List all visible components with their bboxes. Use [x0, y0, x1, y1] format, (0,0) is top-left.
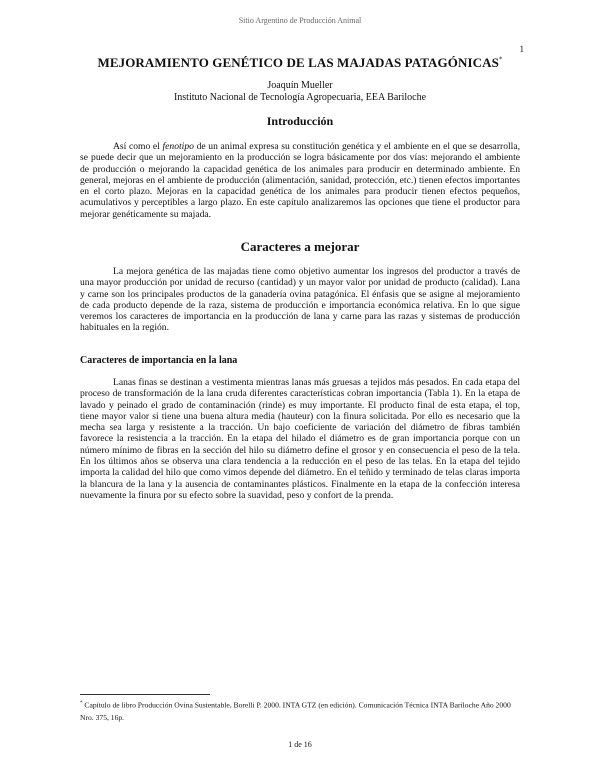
intro-lead-text: Así como el	[113, 141, 163, 152]
caracteres-paragraph	[80, 266, 520, 334]
title-footnote-marker: *	[498, 55, 503, 64]
footnote	[80, 698, 520, 724]
footnote-divider	[80, 694, 210, 695]
lana-paragraph	[80, 377, 520, 501]
document-title	[0, 55, 600, 71]
intro-emphasis: fenotipo	[162, 141, 194, 152]
subsection-heading-lana: Caracteres de importancia en la lana	[80, 355, 238, 366]
author-name: Joaquín Mueller	[267, 80, 333, 91]
lana-text: Lanas finas se destinan a vestimenta mientras lanas más gruesas a tejidos más pesados. En cada etapa del proceso de transformación de la lana cruda diferentes características cobran importancia (Tabla 1). En la etapa de lavado y peinado el grado de contaminación (rinde) es muy importante. El producto final de esta etapa, el top, tiene mayor valor si tiene una buena altura media (hauteur) con la finura solicitada. Por ello es necesario que la mecha sea larga y resistente a la tracción. Un bajo coeficiente de variación del diámetro de fibras también favorece la resistencia a la tracción. En la etapa del hilado el diámetro es de gran importancia porque con un número mínimo de fibras en la sección del hilo su diámetro define el grosor y en consecuencia el peso de la tela. En los últimos años se observa una clara tendencia a la reducción en el peso de las telas. En la etapa del tejido importa la calidad del hilo que como vimos depende del diámetro. En el teñido y terminado de telas claras importa la blancura de la lana y la ausencia de contaminantes plásticos. Finalmente en la etapa de la confección interesa nuevamente la finura por su efecto sobre la suavidad, peso y confort de la prenda.	[80, 377, 520, 501]
title-text: MEJORAMIENTO GENÉTICO DE LAS MAJADAS PATAGÓNICAS	[97, 55, 499, 70]
footnote-text: Capítulo de libro Producción Ovina Sustentable, Borelli P. 2000. INTA GTZ (en edición). Comunicación Técnica INTA Bariloche Año 2000 Nro. 375, 16p.	[80, 700, 511, 722]
footnote-marker: *	[80, 701, 83, 706]
page-footer: 1 de 16	[288, 740, 312, 749]
intro-paragraph	[80, 141, 520, 220]
section-heading-introduccion: Introducción	[266, 114, 334, 128]
caracteres-text: La mejora genética de las majadas tiene como objetivo aumentar los ingresos del productor a través de una mayor producción por unidad de recurso (cantidad) y un mayor valor por unidad de producto (calidad). Lana y carne son los principales productos de la ganadería ovina patagónica. El énfasis que se asigne al mejoramiento de cada producto depende de la raza, sistema de producción e importancia económica relativa. En lo que sigue veremos los caracteres de importancia en la producción de lana y carne para las razas y sistemas de producción habituales en la región.	[80, 266, 520, 334]
site-header: Sitio Argentino de Producción Animal	[238, 16, 362, 25]
intro-rest-text: de un animal expresa su constitución genética y el ambiente en el que se desarrolla, se puede decir que un mejoramiento en la producción se logra básicamente por dos vías: mejorando el ambiente de producción o mejorando la capacidad genética de los animales para producir en determinado ambiente. En general, mejoras en el ambiente de producción (alimentación, sanidad, protección, etc.) tienen efectos importantes en el corto plazo. Mejoras en la capacidad genética de los animales para producir tienen efectos pequeños, acumulativos y perceptibles a largo plazo. En este capítulo analizaremos las opciones que tiene el productor para mejorar genéticamente su majada.	[80, 141, 520, 220]
section-heading-caracteres: Caracteres a mejorar	[240, 239, 360, 254]
page-number: 1	[519, 44, 524, 54]
author-institution: Instituto Nacional de Tecnología Agropecuaria, EEA Bariloche	[173, 92, 427, 103]
